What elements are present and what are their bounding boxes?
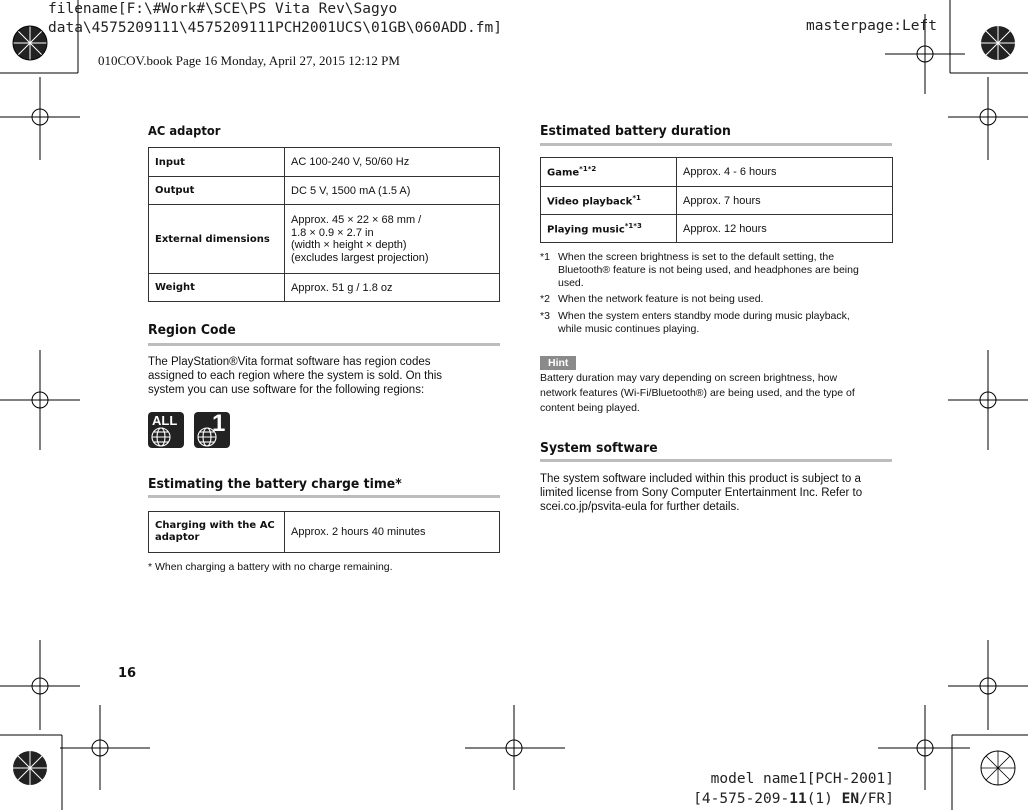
footnote-text bbox=[558, 251, 859, 290]
battery-footnotes bbox=[540, 251, 900, 336]
section-rule bbox=[540, 459, 892, 462]
filename-line-1: filename[F:\#Work#\SCE\PS Vita Rev\Sagyo bbox=[48, 1, 398, 17]
starburst-target-icon bbox=[981, 26, 1015, 60]
crosshair-target-icon bbox=[948, 350, 1028, 450]
filename-line-2: data\4575209111\4575209111PCH2001UCS\01GB\060ADD.fm] bbox=[48, 20, 502, 36]
footnote-mark: *3 bbox=[540, 310, 550, 322]
spec-key: Weight bbox=[149, 274, 285, 302]
crosshair-target-icon bbox=[948, 77, 1028, 160]
spec-value: Approx. 7 hours bbox=[677, 187, 893, 215]
text-line: Bluetooth® feature is not being used, and headphones are being bbox=[558, 264, 859, 276]
footnote-ref: *1 bbox=[632, 193, 641, 202]
code-number: 11 bbox=[789, 791, 807, 807]
crosshair-target-icon bbox=[0, 640, 80, 730]
crosshair-target-icon bbox=[465, 705, 565, 790]
document-code bbox=[693, 791, 894, 807]
code-mid: (1) bbox=[806, 791, 842, 807]
spec-key: Output bbox=[149, 177, 285, 205]
footnote-text bbox=[558, 310, 850, 336]
table-row bbox=[149, 148, 500, 177]
text-line: system you can use software for the following regions: bbox=[148, 384, 425, 396]
charge-time-footnote: * When charging a battery with no charge remaining. bbox=[148, 561, 393, 573]
crosshair-target-icon bbox=[0, 350, 80, 450]
globe-region-1-icon bbox=[194, 412, 230, 448]
table-row bbox=[149, 512, 500, 553]
starburst-target-icon bbox=[13, 26, 47, 60]
table-row bbox=[149, 177, 500, 205]
footnote-mark: *1 bbox=[540, 251, 550, 263]
footnote-text: When the network feature is not being used. bbox=[558, 293, 764, 305]
key-text: Video playback bbox=[547, 196, 633, 208]
page-number: 16 bbox=[118, 666, 137, 681]
dimension-line: (width × height × depth) bbox=[291, 239, 407, 251]
table-row bbox=[541, 215, 893, 243]
table-row bbox=[541, 187, 893, 215]
spec-value: Approx. 4 - 6 hours bbox=[677, 158, 893, 187]
spec-key bbox=[541, 158, 677, 187]
footnote-ref: *1*3 bbox=[624, 221, 642, 230]
spec-value: Approx. 51 g / 1.8 oz bbox=[285, 274, 500, 302]
key-line: Charging with the AC bbox=[155, 520, 275, 531]
starburst-target-icon bbox=[981, 751, 1015, 785]
text-line: The system software included within this product is subject to a bbox=[540, 473, 861, 485]
spec-key bbox=[541, 215, 677, 243]
text-line: network features (Wi-Fi/Bluetooth®) are being used, and the type of bbox=[540, 387, 855, 399]
footnote bbox=[540, 251, 900, 290]
table-row bbox=[149, 274, 500, 302]
key-line: adaptor bbox=[155, 532, 200, 543]
region-label: 1 bbox=[212, 410, 226, 437]
spec-value: DC 5 V, 1500 mA (1.5 A) bbox=[285, 177, 500, 205]
dimension-line: Approx. 45 × 22 × 68 mm / bbox=[291, 214, 422, 226]
spec-value: AC 100-240 V, 50/60 Hz bbox=[285, 148, 500, 177]
text-line: used. bbox=[558, 277, 584, 289]
globe-all-region-icon bbox=[148, 412, 184, 448]
spec-value bbox=[285, 205, 500, 274]
crosshair-target-icon bbox=[948, 640, 1028, 730]
text-line: The PlayStation®Vita format software has region codes bbox=[148, 356, 431, 368]
spec-value: Approx. 12 hours bbox=[677, 215, 893, 243]
footnote-ref: *1*2 bbox=[579, 165, 597, 174]
spec-value: Approx. 2 hours 40 minutes bbox=[285, 512, 500, 553]
book-info: 010COV.book Page 16 Monday, April 27, 2015 12:12 PM bbox=[98, 53, 400, 68]
section-rule bbox=[148, 343, 500, 346]
spec-key: External dimensions bbox=[149, 205, 285, 274]
hint-text bbox=[540, 371, 900, 416]
text-line: limited license from Sony Computer Entertainment Inc. Refer to bbox=[540, 487, 863, 499]
code-language: EN bbox=[841, 791, 860, 807]
region-code-heading: Region Code bbox=[148, 322, 236, 338]
spec-key bbox=[149, 512, 285, 553]
footnote bbox=[540, 293, 900, 306]
crosshair-target-icon bbox=[0, 77, 80, 160]
key-text: Game bbox=[547, 167, 580, 179]
code-prefix: [4-575-209- bbox=[693, 791, 790, 807]
table-row bbox=[149, 205, 500, 274]
section-rule bbox=[540, 143, 892, 146]
ac-adaptor-table bbox=[148, 147, 500, 302]
crosshair-target-icon bbox=[60, 705, 150, 790]
footnote bbox=[540, 310, 900, 336]
spec-key bbox=[541, 187, 677, 215]
text-line: assigned to each region where the system is sold. On this bbox=[148, 370, 443, 382]
text-line: scei.co.jp/psvita-eula for further details. bbox=[540, 501, 740, 513]
text-line: Battery duration may vary depending on screen brightness, how bbox=[540, 372, 838, 384]
text-line: When the screen brightness is set to the default setting, the bbox=[558, 251, 835, 263]
code-suffix: /FR] bbox=[859, 791, 894, 807]
section-rule bbox=[148, 495, 500, 498]
ac-adaptor-heading: AC adaptor bbox=[148, 123, 221, 138]
region-label: ALL bbox=[152, 413, 178, 428]
system-software-text bbox=[540, 472, 900, 514]
footnote-mark: *2 bbox=[540, 293, 550, 305]
masterpage-label: masterpage:Left bbox=[806, 18, 937, 34]
table-row bbox=[541, 158, 893, 187]
hint-label: Hint bbox=[540, 356, 576, 370]
model-name: model name1[PCH-2001] bbox=[710, 771, 894, 787]
battery-duration-heading: Estimated battery duration bbox=[540, 123, 731, 139]
text-line: content being played. bbox=[540, 402, 640, 414]
system-software-heading: System software bbox=[540, 440, 658, 456]
spec-key: Input bbox=[149, 148, 285, 177]
region-code-text bbox=[148, 355, 504, 397]
key-text: Playing music bbox=[547, 224, 625, 236]
charge-time-table bbox=[148, 511, 500, 553]
text-line: When the system enters standby mode during music playback, bbox=[558, 310, 850, 322]
dimension-line: 1.8 × 0.9 × 2.7 in bbox=[291, 226, 374, 239]
starburst-target-icon bbox=[13, 751, 47, 785]
charge-time-heading: Estimating the battery charge time* bbox=[148, 476, 402, 492]
text-line: while music continues playing. bbox=[558, 323, 700, 335]
dimension-line: (excludes largest projection) bbox=[291, 251, 429, 264]
hint-badge bbox=[540, 353, 576, 371]
battery-duration-table bbox=[540, 157, 893, 243]
